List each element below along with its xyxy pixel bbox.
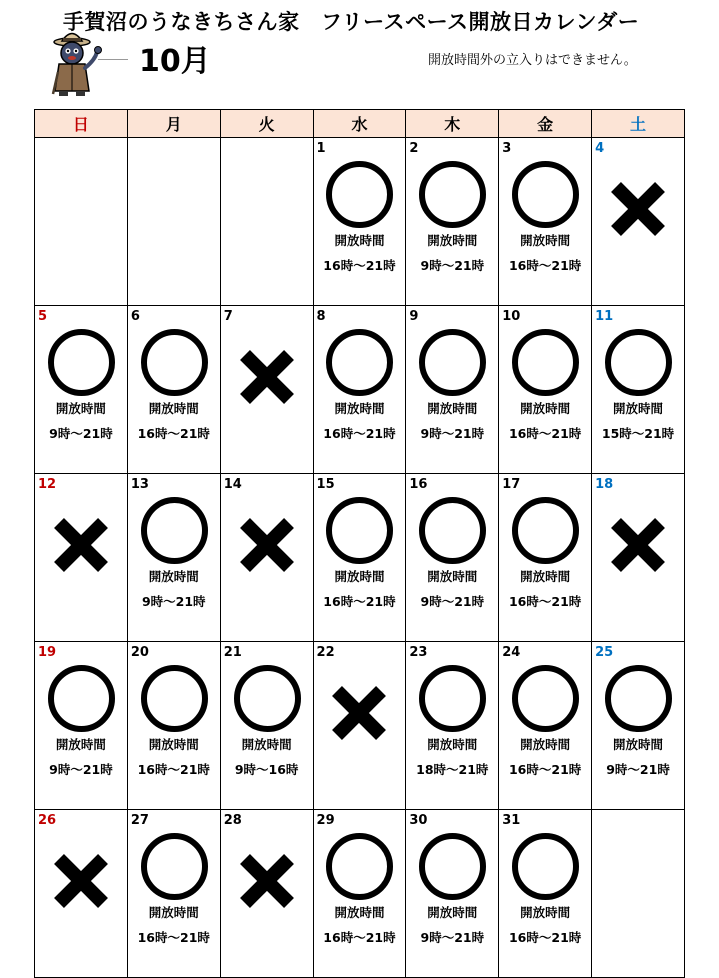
weekday-wednesday: 水: [313, 110, 406, 138]
circle-mark-icon: [141, 665, 208, 732]
open-hours: 9時〜21時: [141, 594, 206, 609]
open-hours: 16時〜21時: [137, 762, 210, 777]
circle-mark-icon: [419, 665, 486, 732]
open-time-label: 開放時間: [334, 401, 385, 416]
open-hours: 9時〜21時: [420, 426, 485, 441]
weekday-header-row: [35, 110, 685, 138]
empty-day-cell: [592, 810, 685, 978]
calendar-week-row: [35, 810, 685, 978]
day-cell: [406, 306, 499, 474]
page-title: 手賀沼のうなきちさん家 フリースペース開放日カレンダー: [63, 10, 640, 34]
circle-mark-icon: [141, 497, 208, 564]
day-number: 10: [502, 309, 521, 324]
cross-mark-icon: [240, 350, 294, 404]
open-hours: 16時〜21時: [137, 426, 210, 441]
circle-mark-icon: [419, 161, 486, 228]
day-number: 1: [316, 141, 326, 156]
day-cell: [592, 474, 685, 642]
empty-day-cell: [35, 138, 128, 306]
day-cell: [499, 306, 592, 474]
day-number: 4: [595, 141, 605, 156]
day-number: 6: [130, 309, 140, 324]
circle-mark-icon: [419, 833, 486, 900]
day-cell: [127, 306, 220, 474]
day-cell: [499, 474, 592, 642]
open-hours: 16時〜21時: [508, 258, 582, 273]
day-cell: [220, 810, 313, 978]
circle-mark-icon: [605, 665, 672, 732]
day-number: 20: [130, 645, 149, 660]
circle-mark-icon: [605, 329, 672, 396]
day-cell: [313, 306, 406, 474]
month-heading: 10月: [139, 44, 211, 79]
month-underline: [98, 59, 128, 60]
day-number: 18: [595, 477, 614, 492]
open-time-label: 開放時間: [520, 737, 571, 752]
circle-mark-icon: [141, 833, 208, 900]
circle-mark-icon: [512, 833, 579, 900]
unakichi-mascot-icon: [44, 28, 106, 98]
day-number: 28: [223, 813, 242, 828]
day-cell: [406, 642, 499, 810]
cross-mark-icon: [611, 518, 665, 572]
day-cell: [499, 138, 592, 306]
day-number: 25: [595, 645, 614, 660]
cross-mark-icon: [611, 182, 665, 236]
day-cell: [313, 138, 406, 306]
open-hours: 16時〜21時: [323, 594, 396, 609]
day-number: 24: [502, 645, 521, 660]
open-time-label: 開放時間: [520, 905, 571, 920]
calendar-week-row: [35, 642, 685, 810]
open-hours: 9時〜21時: [420, 258, 485, 273]
circle-mark-icon: [326, 497, 393, 564]
day-number: 30: [409, 813, 428, 828]
weekday-saturday: 土: [592, 110, 685, 138]
day-number: 13: [130, 477, 149, 492]
day-number: 16: [409, 477, 428, 492]
day-cell: [220, 642, 313, 810]
open-time-label: 開放時間: [334, 905, 385, 920]
day-number: 2: [409, 141, 419, 156]
day-cell: [35, 474, 128, 642]
circle-mark-icon: [512, 161, 579, 228]
day-number: 11: [595, 309, 614, 324]
weekday-tuesday: 火: [220, 110, 313, 138]
day-number: 23: [409, 645, 428, 660]
open-time-label: 開放時間: [613, 737, 664, 752]
day-cell: [592, 306, 685, 474]
cross-mark-icon: [54, 518, 108, 572]
cross-mark-icon: [240, 518, 294, 572]
day-number: 7: [223, 309, 233, 324]
circle-mark-icon: [326, 833, 393, 900]
open-time-label: 開放時間: [427, 233, 478, 248]
open-hours: 16時〜21時: [508, 594, 582, 609]
day-cell: [406, 138, 499, 306]
day-cell: [220, 474, 313, 642]
open-hours: 15時〜21時: [601, 426, 675, 441]
day-number: 17: [502, 477, 521, 492]
day-cell: [127, 642, 220, 810]
open-hours: 16時〜21時: [508, 426, 582, 441]
day-cell: [313, 642, 406, 810]
weekday-thursday: 木: [406, 110, 499, 138]
open-time-label: 開放時間: [55, 737, 106, 752]
calendar-body: [35, 138, 685, 978]
day-cell: [499, 810, 592, 978]
open-hours: 9時〜16時: [234, 762, 299, 777]
open-time-label: 開放時間: [520, 401, 571, 416]
circle-mark-icon: [326, 161, 393, 228]
open-time-label: 開放時間: [148, 401, 199, 416]
notice-text: 開放時間外の立入りはできません。: [428, 53, 637, 68]
day-cell: [406, 474, 499, 642]
open-time-label: 開放時間: [334, 233, 385, 248]
calendar-grid: [34, 109, 685, 978]
day-cell: [35, 810, 128, 978]
open-hours: 16時〜21時: [323, 930, 396, 945]
open-time-label: 開放時間: [148, 569, 199, 584]
open-hours: 9時〜21時: [49, 762, 113, 777]
open-hours: 16時〜21時: [323, 426, 396, 441]
open-hours: 9時〜21時: [420, 930, 485, 945]
day-number: 15: [316, 477, 335, 492]
day-cell: [499, 642, 592, 810]
day-number: 19: [38, 645, 57, 660]
circle-mark-icon: [48, 329, 115, 396]
empty-day-cell: [220, 138, 313, 306]
open-hours: 9時〜21時: [420, 594, 485, 609]
day-number: 5: [38, 309, 48, 324]
day-cell: [127, 474, 220, 642]
circle-mark-icon: [234, 665, 301, 732]
calendar-week-row: [35, 474, 685, 642]
day-cell: [127, 810, 220, 978]
day-number: 21: [223, 645, 242, 660]
cross-mark-icon: [240, 854, 294, 908]
circle-mark-icon: [326, 329, 393, 396]
open-hours: 16時〜21時: [508, 762, 582, 777]
day-number: 8: [316, 309, 326, 324]
open-time-label: 開放時間: [520, 233, 571, 248]
day-number: 9: [409, 309, 419, 324]
day-number: 12: [38, 477, 57, 492]
day-number: 3: [502, 141, 512, 156]
open-time-label: 開放時間: [427, 905, 478, 920]
open-time-label: 開放時間: [427, 401, 478, 416]
day-cell: [220, 306, 313, 474]
day-cell: [406, 810, 499, 978]
day-cell: [313, 474, 406, 642]
cross-mark-icon: [332, 686, 386, 740]
open-time-label: 開放時間: [520, 569, 571, 584]
day-number: 22: [316, 645, 335, 660]
open-time-label: 開放時間: [427, 569, 478, 584]
day-number: 27: [130, 813, 149, 828]
circle-mark-icon: [141, 329, 208, 396]
day-cell: [35, 306, 128, 474]
circle-mark-icon: [512, 665, 579, 732]
circle-mark-icon: [512, 497, 579, 564]
day-cell: [592, 642, 685, 810]
open-hours: 16時〜21時: [508, 930, 582, 945]
day-cell: [313, 810, 406, 978]
open-time-label: 開放時間: [334, 569, 385, 584]
open-time-label: 開放時間: [427, 737, 478, 752]
open-time-label: 開放時間: [148, 905, 199, 920]
circle-mark-icon: [512, 329, 579, 396]
open-hours: 18時〜21時: [416, 762, 489, 777]
calendar-week-row: [35, 306, 685, 474]
day-number: 26: [38, 813, 57, 828]
weekday-monday: 月: [127, 110, 220, 138]
cross-mark-icon: [54, 854, 108, 908]
open-hours: 16時〜21時: [137, 930, 210, 945]
day-number: 31: [502, 813, 521, 828]
open-time-label: 開放時間: [613, 401, 664, 416]
weekday-friday: 金: [499, 110, 592, 138]
open-hours: 9時〜21時: [606, 762, 670, 777]
day-number: 14: [223, 477, 242, 492]
open-hours: 9時〜21時: [49, 426, 113, 441]
weekday-sunday: 日: [35, 110, 128, 138]
circle-mark-icon: [419, 497, 486, 564]
empty-day-cell: [127, 138, 220, 306]
day-cell: [35, 642, 128, 810]
circle-mark-icon: [419, 329, 486, 396]
day-cell: [592, 138, 685, 306]
open-time-label: 開放時間: [241, 737, 292, 752]
open-time-label: 開放時間: [55, 401, 106, 416]
day-number: 29: [316, 813, 335, 828]
open-hours: 16時〜21時: [323, 258, 396, 273]
open-time-label: 開放時間: [148, 737, 199, 752]
circle-mark-icon: [48, 665, 115, 732]
calendar-week-row: [35, 138, 685, 306]
